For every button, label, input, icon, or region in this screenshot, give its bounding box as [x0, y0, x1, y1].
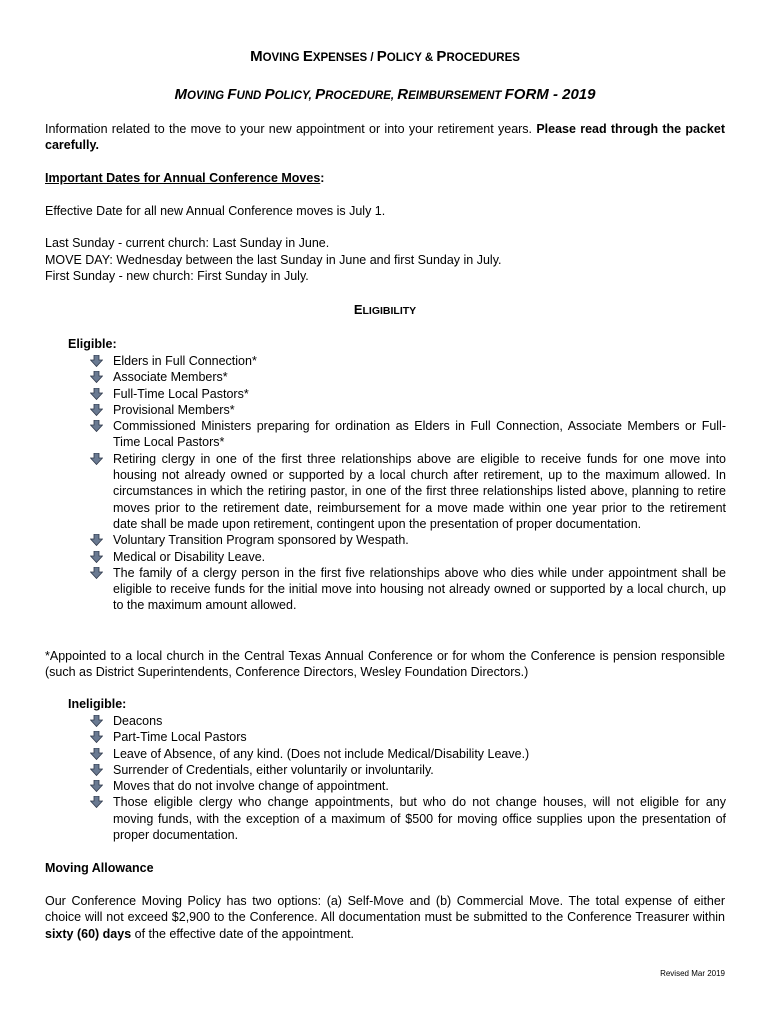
list-item: Commissioned Ministers preparing for ordination as Elders in Full Connection, Associate Members or Full-Time Local Pastors*: [88, 418, 726, 451]
last-sunday-text: Last Sunday - current church: Last Sunday in June.: [45, 236, 330, 250]
list-item: Provisional Members*: [88, 402, 726, 418]
move-day-text: MOVE DAY: Wednesday between the last Sunday in June and first Sunday in July.: [45, 253, 502, 267]
down-arrow-icon: [90, 715, 103, 727]
down-arrow-icon: [90, 567, 103, 579]
eligibility-footnote: *Appointed to a local church in the Central Texas Annual Conference or for whom the Conference is pension responsible (such as District Superintendents, Conference Directors, Wesley Foundation Directors.): [45, 649, 725, 680]
list-item: Voluntary Transition Program sponsored by Wespath.: [88, 532, 726, 548]
down-arrow-icon: [90, 420, 103, 432]
eligibility-heading: ELIGIBILITY: [353, 302, 417, 317]
down-arrow-icon: [90, 404, 103, 416]
ineligible-label: Ineligible:: [68, 697, 127, 711]
first-sunday-text: First Sunday - new church: First Sunday in July.: [45, 269, 309, 283]
list-item: Elders in Full Connection*: [88, 353, 726, 369]
down-arrow-icon: [90, 796, 103, 808]
down-arrow-icon: [90, 371, 103, 383]
down-arrow-icon: [90, 731, 103, 743]
list-item: Associate Members*: [88, 369, 726, 385]
list-item: The family of a clergy person in the first five relationships above who dies while under appointment shall be eligible to receive funds for the initial move into housing not already owned or supported by a local church, up to the maximum amount allowed.: [88, 565, 726, 614]
list-item: Those eligible clergy who change appointments, but who do not change houses, will not eligible for any moving funds, with the exception of a maximum of $500 for moving office supplies upon the presentation of proper documentation.: [88, 794, 726, 843]
document-title: MOVING EXPENSES / POLICY & PROCEDURES: [250, 48, 520, 65]
down-arrow-icon: [90, 355, 103, 367]
list-item: Full-Time Local Pastors*: [88, 386, 726, 402]
intro-paragraph: Information related to the move to your new appointment or into your retirement years. Please read through the packet carefully.: [45, 122, 725, 153]
document-subtitle: MOVING FUND POLICY, PROCEDURE, REIMBURSEMENT FORM - 2019: [174, 86, 596, 103]
list-item: Part-Time Local Pastors: [88, 729, 726, 745]
revision-footer: Revised Mar 2019: [660, 969, 725, 978]
down-arrow-icon: [90, 764, 103, 776]
moving-allowance-heading: Moving Allowance: [45, 861, 154, 875]
down-arrow-icon: [90, 780, 103, 792]
down-arrow-icon: [90, 534, 103, 546]
down-arrow-icon: [90, 748, 103, 760]
down-arrow-icon: [90, 551, 103, 563]
list-item: Leave of Absence, of any kind. (Does not include Medical/Disability Leave.): [88, 746, 726, 762]
moving-allowance-paragraph: Our Conference Moving Policy has two options: (a) Self-Move and (b) Commercial Move. The total expense of either choice will not exceed $2,900 to the Conference. All documentation must be submitted to the Conference Treasurer within sixty (60) days of the effective date of the appointment.: [45, 894, 725, 941]
down-arrow-icon: [90, 453, 103, 465]
list-item: Moves that do not involve change of appointment.: [88, 778, 726, 794]
ineligible-list: [88, 713, 726, 843]
eligible-label: Eligible:: [68, 337, 117, 351]
list-item: Retiring clergy in one of the first three relationships above are eligible to receive funds for one move into housing not already owned or supported by a local church after retirement, up to the maximum allowed. In circumstances in which the retiring pastor, in one of the first three relationships listed above, planning to retire moves prior to the retirement date, reimbursement for a move made within one year prior to the retirement date shall be made upon retirement, contingent upon the presentation of proper documentation.: [88, 451, 726, 532]
down-arrow-icon: [90, 388, 103, 400]
list-item: Medical or Disability Leave.: [88, 549, 726, 565]
important-dates-heading: Important Dates for Annual Conference Moves:: [45, 171, 325, 185]
eligible-list: [88, 353, 726, 614]
effective-date-text: Effective Date for all new Annual Conference moves is July 1.: [45, 204, 386, 218]
list-item: Surrender of Credentials, either voluntarily or involuntarily.: [88, 762, 726, 778]
list-item: Deacons: [88, 713, 726, 729]
